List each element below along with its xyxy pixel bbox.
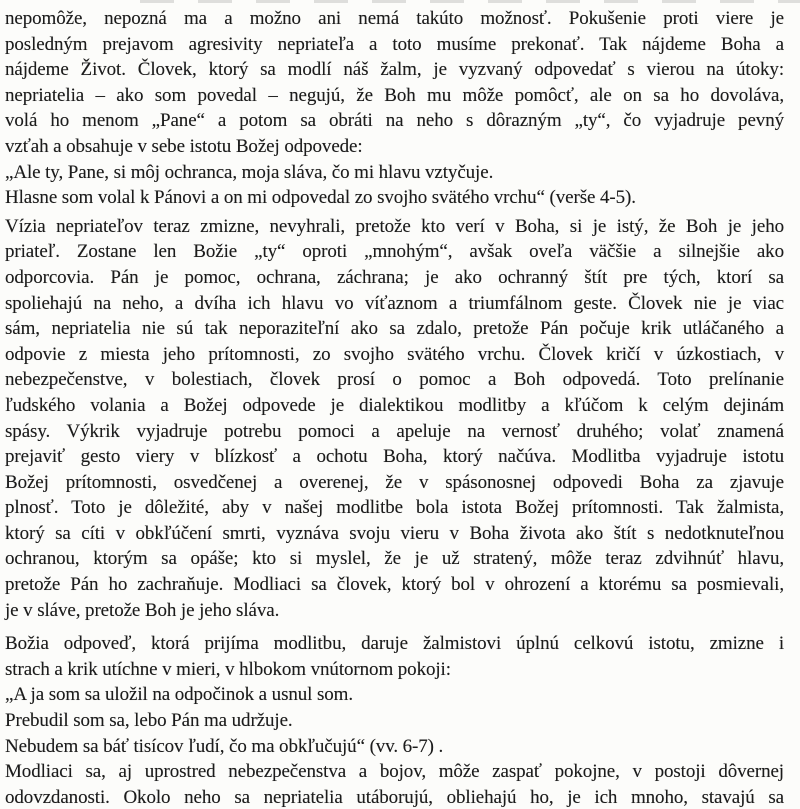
text-line: spoliehajú na neho, a dvíha ich hlavu vo víťaznom a triumfálnom geste. Človek nie je viac bbox=[5, 292, 784, 314]
text-line: Nebudem sa báť tisícov ľudí, čo ma obkľučujú“ (vv. 6-7) . bbox=[5, 735, 444, 757]
text-line: nebezpečenstve, v bolestiach, človek prosí o pomoc a Boh odpovedá. Toto prelínanie bbox=[5, 369, 784, 391]
text-line: ochranou, ktorým sa opáše; kto si myslel, že je už stratený, môže teraz zdvihnúť hlavu, bbox=[5, 548, 784, 570]
text-line: Hlasne som volal k Pánovi a on mi odpovedal zo svojho svätého vrchu“ (verše 4-5). bbox=[5, 187, 636, 209]
text-line: priateľ. Zostane len Božie „ty“ oproti „mnohým“, avšak oveľa väčšie a silnejšie ako bbox=[5, 241, 784, 263]
text-line: sám, nepriatelia nie sú tak neporaziteľní ako sa zdalo, pretože Pán počuje krik utláčaného a bbox=[5, 318, 784, 340]
text-line: „Ale ty, Pane, si môj ochranca, moja sláva, čo mi hlavu vztyčuje. bbox=[5, 161, 494, 183]
text-line: je v sláve, pretože Boh je jeho sláva. bbox=[5, 599, 280, 621]
text-line: strach a krik utíchne v mieri, v hlbokom vnútornom pokoji: bbox=[5, 658, 451, 680]
text-line: vzťah a obsahuje v sebe istotu Božej odpovede: bbox=[5, 135, 363, 157]
text-block bbox=[5, 6, 784, 809]
text-line: volá ho menom „Pane“ a potom sa obráti na neho s dôrazným „ty“, čo vyjadruje pevný bbox=[5, 110, 784, 132]
text-line: ľudského volania a Božej odpovede je dialektikou modlitby a kľúčom k celým dejinám bbox=[5, 394, 784, 416]
text-line: Vízia nepriateľov teraz zmizne, nevyhrali, pretože kto verí v Boha, si je istý, že Boh je jeho bbox=[5, 215, 784, 237]
text-line: pretože Pán ho zachraňuje. Modliaci sa človek, ktorý bol v ohrození a ktorému sa posmievali, bbox=[5, 574, 784, 596]
scan-artifact-top-edge bbox=[140, 0, 800, 3]
text-line: Božia odpoveď, ktorá prijíma modlitbu, daruje žalmistovi úplnú celkovú istotu, zmizne i bbox=[5, 633, 784, 655]
text-line: odporcovia. Pán je pomoc, ochrana, záchrana; je ako ochranný štít pre tých, ktorí sa bbox=[5, 266, 784, 288]
text-line: spásy. Výkrik vyjadruje potrebu pomoci a apeluje na vernosť druhého; volať znamená bbox=[5, 420, 784, 442]
text-line: „A ja som sa uložil na odpočinok a usnul som. bbox=[5, 684, 354, 706]
text-line: nepomôže, nepozná ma a možno ani nemá takúto možnosť. Pokušenie proti viere je bbox=[5, 8, 784, 29]
text-line: prejaviť gesto viery v blízkosť a ochotu Boha, ktorý načúva. Modlitba vyjadruje istotu bbox=[5, 446, 784, 468]
text-line: nájdeme Život. Človek, ktorý sa modlí náš žalm, je vyzvaný odpovedať s vierou na útoky: bbox=[5, 59, 784, 81]
text-line: posledným prejavom agresivity nepriateľa a toto musíme prekonať. Tak nájdeme Boha a bbox=[5, 33, 784, 55]
text-line: Modliaci sa, aj uprostred nebezpečenstva a bojov, môže zaspať pokojne, v postoji dôvernej bbox=[5, 761, 784, 783]
text-line: plnosť. Toto je dôležité, aby v našej modlitbe bola istota Božej prítomnosti. Tak žalmista, bbox=[5, 497, 784, 519]
text-line: odpovie z miesta jeho prítomnosti, zo svojho svätého vrchu. Človek kričí v úzkostiach, v bbox=[5, 343, 784, 365]
text-line: Prebudil som sa, lebo Pán ma udržuje. bbox=[5, 710, 293, 732]
text-line: nepriatelia – ako som povedal – negujú, že Boh mu môže pomôcť, ale on sa ho dovoláva, bbox=[5, 84, 784, 106]
text-line: ktorý sa cíti v obkľúčení smrti, vyznáva svoju vieru v Boha života ako štít s nedotknuteľnou bbox=[5, 522, 784, 544]
text-line: odovzdanosti. Okolo neho sa nepriatelia utáborujú, obliehajú ho, je ich mnoho, stavajú sa bbox=[5, 786, 784, 808]
text-line: Božej prítomnosti, osvedčenej a overenej, že v spásonosnej odpovedi Boha za zjavuje bbox=[5, 471, 784, 493]
